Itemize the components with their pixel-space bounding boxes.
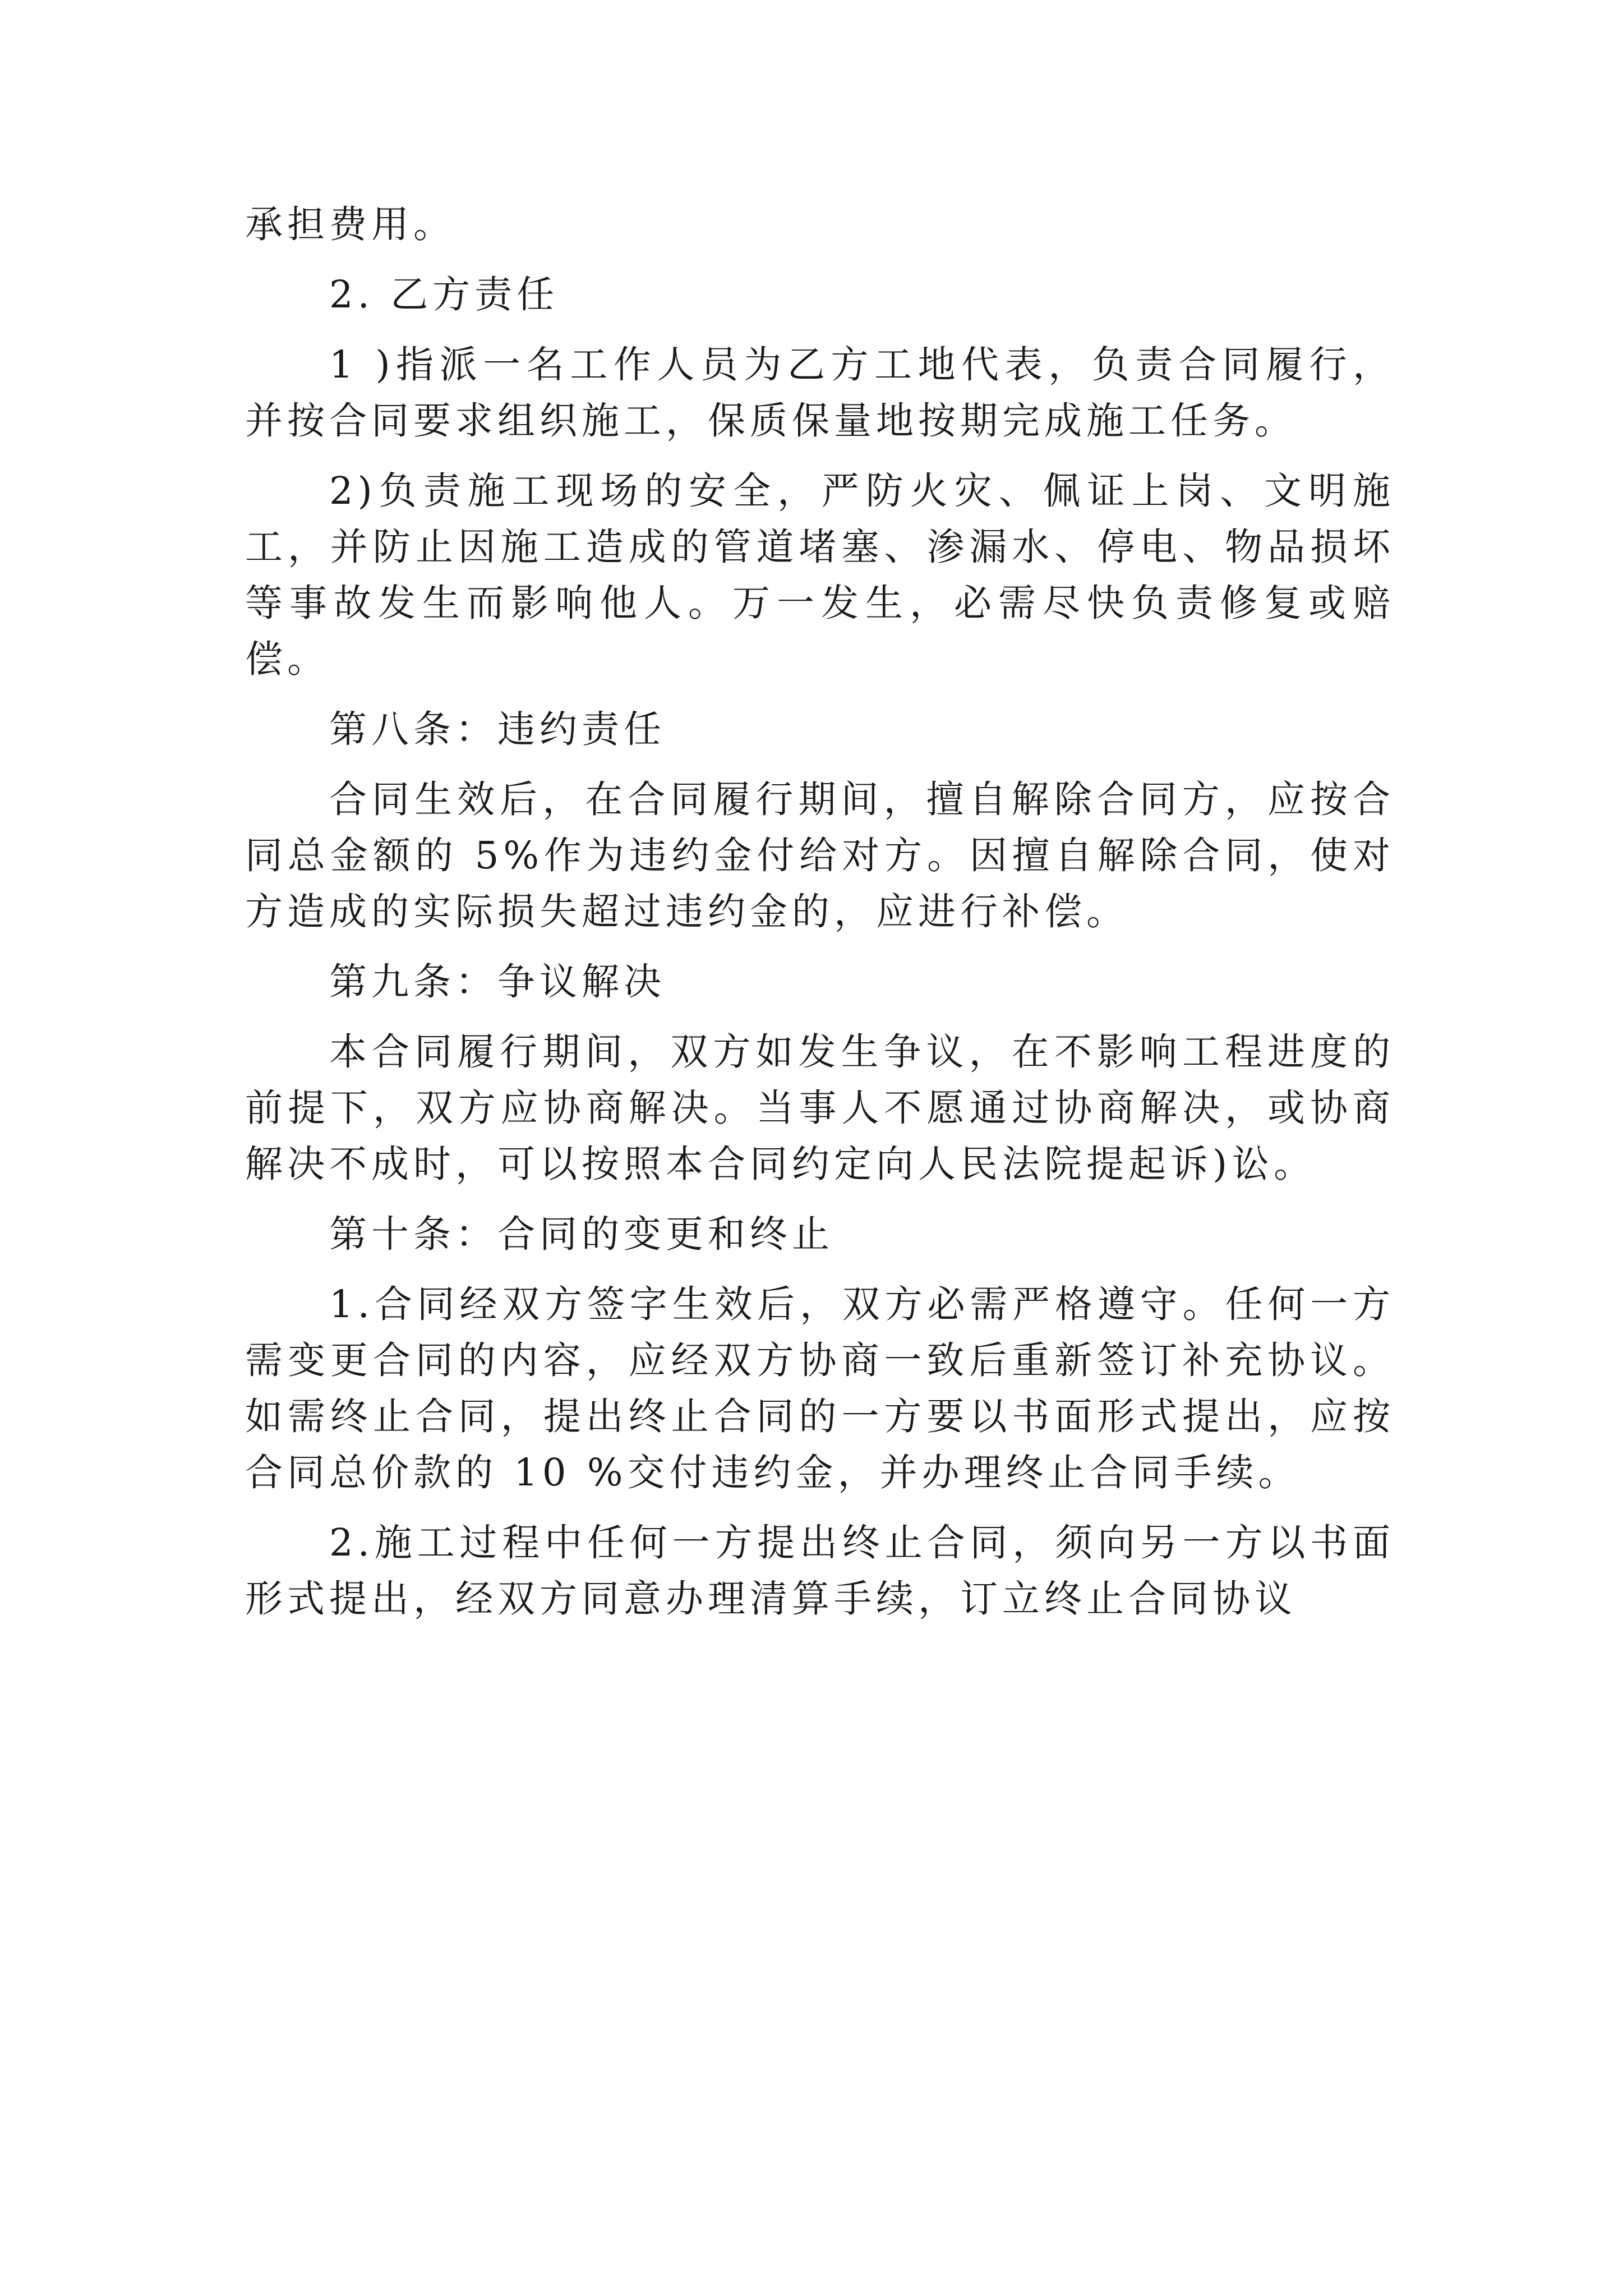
paragraph-party-b-item-1: 1 )指派一名工作人员为乙方工地代表，负责合同履行，并按合同要求组织施工，保质保量地按期完成施工任务。 xyxy=(245,343,1395,443)
section-heading-article-10: 第十条：合同的变更和终止 xyxy=(329,1212,834,1256)
paragraph-change-item-1: 1.合同经双方签字生效后，双方必需严格遵守。任何一方需变更合同的内容，应经双方协商一致后重新签订补充协议。如需终止合同，提出终止合同的一方要以书面形式提出，应按合同总价款的 10 %交付违约金，并办理终止合同手续。 xyxy=(245,1282,1395,1494)
paragraph-party-b-item-2: 2)负责施工现场的安全，严防火灾、佩证上岗、文明施工，并防止因施工造成的管道堵塞、渗漏水、停电、物品损坏等事故发生而影响他人。万一发生，必需尽快负责修复或赔偿。 xyxy=(245,469,1395,681)
paragraph-change-item-2: 2.施工过程中任何一方提出终止合同，须向另一方以书面形式提出，经双方同意办理清算手续，订立终止合同协议 xyxy=(245,1521,1395,1621)
section-heading-article-8: 第八条：违约责任 xyxy=(329,707,666,751)
paragraph-continuation: 承担费用。 xyxy=(245,203,455,246)
section-heading-party-b-responsibility: 2. 乙方责任 xyxy=(329,273,559,316)
paragraph-breach-liability: 合同生效后，在合同履行期间，擅自解除合同方，应按合同总金额的 5%作为违约金付给对方。因擅自解除合同，使对方造成的实际损失超过违约金的，应进行补偿。 xyxy=(245,777,1395,933)
document-body xyxy=(245,196,1395,1641)
paragraph-dispute-resolution: 本合同履行期间，双方如发生争议，在不影响工程进度的前提下，双方应协商解决。当事人不愿通过协商解决，或协商解决不成时，可以按照本合同约定向人民法院提起诉)讼。 xyxy=(245,1030,1395,1186)
section-heading-article-9: 第九条：争议解决 xyxy=(329,960,666,1004)
